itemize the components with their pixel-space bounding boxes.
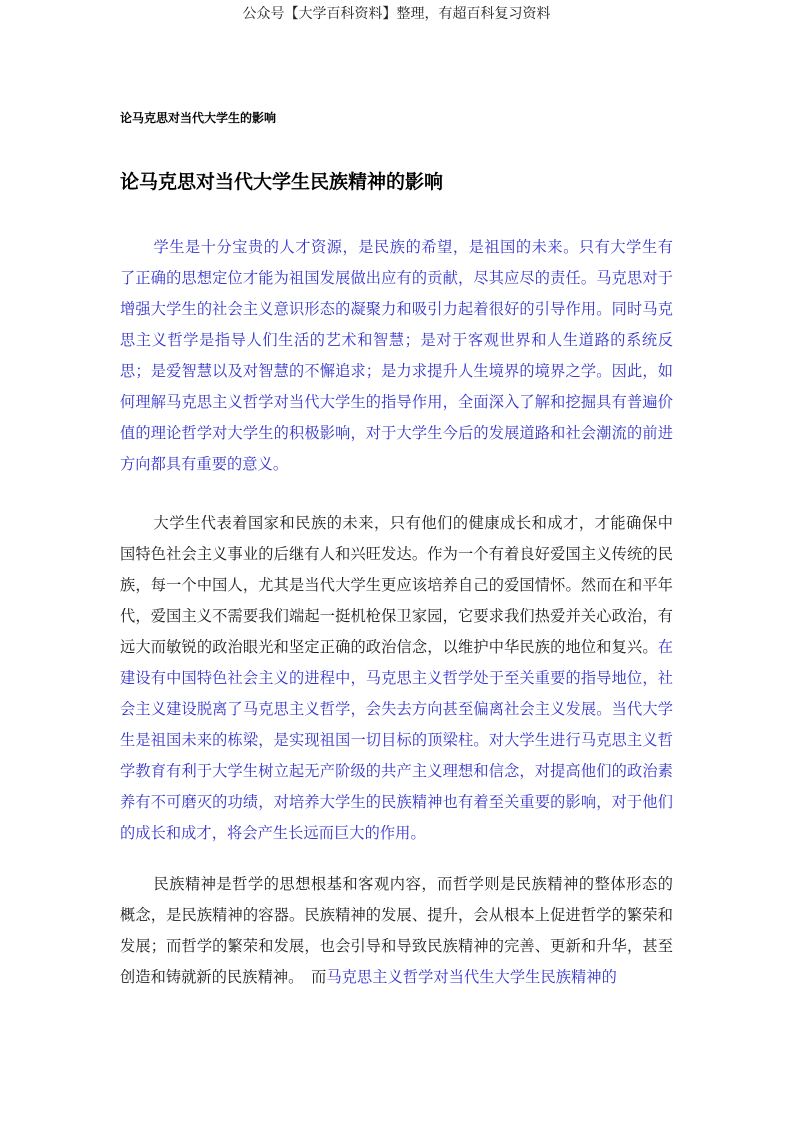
paragraph-3-text-blue: 马克思主义哲学对当代生大学生民族精神的 (326, 968, 617, 986)
paragraph-3 (120, 869, 673, 993)
page-header: 公众号【大学百科资料】整理，有超百科复习资料 (242, 6, 551, 22)
paragraph-3-text-black: 民族精神是哲学的思想根基和客观内容，而哲学则是民族精神的整体形态的概念，是民族精神的容器。民族精神的发展、提升，会从根本上促进哲学的繁荣和发展；而哲学的繁荣和发展，也会引导和导致民族精神的完善、更新和升华，甚至创造和铸就新的民族精神。 而 (120, 875, 673, 986)
paragraph-2-text-blue: 在建设有中国特色社会主义的进程中，马克思主义哲学处于至关重要的指导地位，社会主义建设脱离了马克思主义哲学，会失去方向甚至偏离社会主义发展。当代大学生是祖国未来的栋梁，是实现祖国一切目标的顶梁柱。对大学生进行马克思主义哲学教育有利于大学生树立起无产阶级的共产主义理想和信念，对提高他们的政治素养有不可磨灭的功绩，对培养大学生的民族精神也有着至关重要的影响，对于他们的成长和成才，将会产生长远而巨大的作用。 (120, 638, 673, 842)
paragraph-2 (120, 508, 673, 849)
paragraph-1 (120, 232, 673, 480)
paragraph-2-text-black: 大学生代表着国家和民族的未来，只有他们的健康成长和成才，才能确保中国特色社会主义事业的后继有人和兴旺发达。作为一个有着良好爱国主义传统的民族，每一个中国人，尤其是当代大学生更应该培养自己的爱国情怀。然而在和平年代，爱国主义不需要我们端起一挺机枪保卫家园，它要求我们热爱并关心政治，有远大而敏锐的政治眼光和坚定正确的政治信念，以维护中华民族的地位和复兴。 (120, 514, 673, 656)
paragraph-1-text-blue: 学生是十分宝贵的人才资源，是民族的希望，是祖国的未来。只有大学生有了正确的思想定位才能为祖国发展做出应有的贡献，尽其应尽的责任。马克思对于增强大学生的社会主义意识形态的凝聚力和吸引力起着很好的引导作用。同时马克思主义哲学是指导人们生活的艺术和智慧；是对于客观世界和人生道路的系统反思；是爱智慧以及对智慧的不懈追求；是力求提升人生境界的境界之学。因此，如何理解马克思主义哲学对当代大学生的指导作用，全面深入了解和挖掘具有普遍价值的理论哲学对大学生的积极影响，对于大学生今后的发展道路和社会潮流的前进方向都具有重要的意义。 (120, 238, 673, 473)
running-title: 论马克思对当代大学生的影响 (120, 111, 277, 125)
document-title: 论马克思对当代大学生民族精神的影响 (120, 171, 444, 193)
